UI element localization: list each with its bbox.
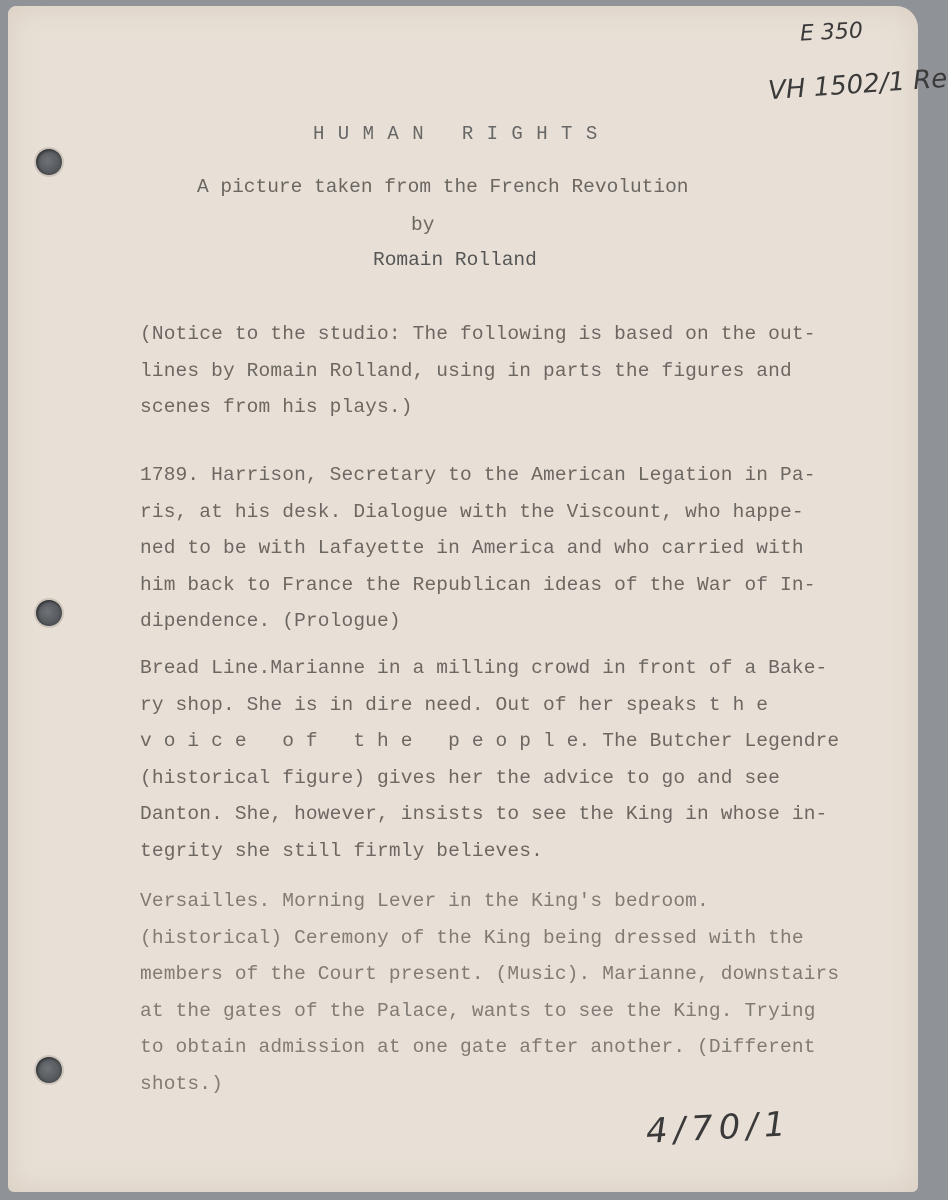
text-line: members of the Court present. (Music). Marianne, downstairs — [140, 963, 840, 985]
text-line: 1789. Harrison, Secretary to the American Legation in Pa- — [140, 464, 816, 486]
paragraph-prologue — [140, 457, 840, 640]
paragraph-versailles — [140, 883, 840, 1102]
handwritten-page-ref: 4/70/1 — [645, 1104, 793, 1152]
text-line: ry shop. She is in dire need. Out of her speaks t h e — [140, 693, 769, 716]
text-line: tegrity she still firmly believes. — [140, 839, 543, 862]
text-line: dipendence. (Prologue) — [140, 610, 401, 632]
text-line: (historical figure) gives her the advice to go and see — [140, 766, 781, 789]
text-line: Danton. She, however, insists to see the King in whose in- — [140, 803, 828, 825]
text-line: shots.) — [140, 1072, 223, 1095]
document-title: H U M A N R I G H T S — [313, 123, 599, 145]
paragraph-studio-notice — [140, 316, 840, 426]
text-line: Bread Line.Marianne in a milling crowd in front of a Bake- — [140, 657, 828, 679]
text-line: scenes from his plays.) — [140, 396, 413, 418]
binder-hole-middle — [36, 600, 62, 626]
text-line: to obtain admission at one gate after another. (Different — [140, 1036, 816, 1058]
binder-hole-top — [36, 149, 62, 175]
text-line: v o i c e o f t h e p e o p l e. The Butcher Legendre — [140, 730, 840, 752]
document-subtitle: A picture taken from the French Revolution — [197, 176, 689, 198]
handwritten-ref-number: VH 1502/1 Re — [767, 63, 948, 107]
text-line: ned to be with Lafayette in America and who carried with — [140, 537, 804, 559]
text-line: ris, at his desk. Dialogue with the Viscount, who happe- — [140, 500, 804, 523]
author-name: Romain Rolland — [373, 249, 537, 271]
text-line: at the gates of the Palace, wants to see the King. Trying — [140, 999, 816, 1022]
text-line: (Notice to the studio: The following is based on the out- — [140, 323, 816, 345]
text-line: (historical) Ceremony of the King being dressed with the — [140, 926, 804, 949]
paragraph-bread-line — [140, 650, 840, 869]
text-line: lines by Romain Rolland, using in parts the figures and — [140, 359, 792, 382]
text-line: Versailles. Morning Lever in the King's bedroom. — [140, 890, 709, 912]
binder-hole-bottom — [36, 1057, 62, 1083]
handwritten-ref-code: E 350 — [799, 18, 864, 47]
text-line: him back to France the Republican ideas of the War of In- — [140, 573, 816, 596]
byline-by: by — [411, 214, 435, 236]
